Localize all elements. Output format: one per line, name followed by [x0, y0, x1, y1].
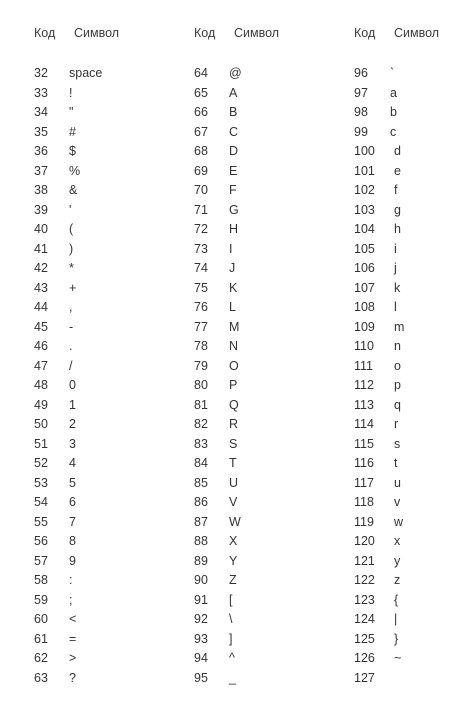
char-code: 75: [194, 280, 208, 295]
char-code: 54: [34, 495, 48, 509]
char-symbol: ': [69, 202, 72, 217]
char-symbol: g: [394, 202, 401, 217]
char-code: 108: [354, 300, 375, 314]
char-symbol: 5: [69, 475, 76, 490]
char-code: 101: [354, 163, 375, 178]
char-symbol: U: [229, 475, 239, 490]
char-symbol: R: [229, 417, 239, 431]
char-symbol: {: [394, 592, 399, 607]
char-symbol: /: [69, 358, 73, 373]
char-symbol: |: [394, 612, 398, 626]
char-symbol: A: [229, 85, 238, 100]
char-code: 63: [34, 670, 48, 685]
char-symbol: ]: [229, 631, 233, 646]
char-code: 82: [194, 417, 208, 431]
char-symbol: ": [69, 105, 74, 119]
char-code: 52: [34, 456, 48, 470]
char-symbol: I: [229, 241, 233, 256]
char-symbol: ;: [69, 592, 73, 607]
char-code: 49: [34, 397, 48, 412]
char-symbol: b: [390, 105, 397, 119]
char-symbol: 7: [69, 514, 76, 529]
char-symbol: W: [229, 514, 241, 529]
char-symbol: w: [394, 514, 404, 529]
char-symbol: H: [229, 222, 239, 236]
char-symbol: ?: [69, 670, 76, 685]
char-symbol: f: [394, 183, 398, 197]
char-symbol: P: [229, 378, 238, 392]
char-symbol: D: [229, 144, 239, 158]
char-code: 48: [34, 378, 48, 392]
char-code: 89: [194, 553, 208, 568]
char-code: 70: [194, 183, 208, 197]
char-code: 53: [34, 475, 48, 490]
char-code: 119: [354, 514, 374, 529]
char-code: 37: [34, 163, 48, 178]
char-code: 51: [34, 436, 48, 451]
char-symbol: t: [394, 456, 398, 470]
char-code: 113: [354, 397, 374, 412]
char-symbol: Q: [229, 397, 239, 412]
char-code: 47: [34, 358, 48, 373]
char-code: 67: [194, 124, 208, 139]
char-code: 44: [34, 300, 48, 314]
char-symbol: q: [394, 397, 401, 412]
char-symbol: j: [394, 261, 397, 275]
char-symbol: !: [69, 85, 73, 100]
char-symbol: >: [69, 651, 77, 665]
char-code: 95: [194, 670, 208, 685]
char-symbol: x: [394, 534, 401, 548]
char-code: 61: [34, 631, 48, 646]
char-code: 56: [34, 534, 48, 548]
char-code: 107: [354, 280, 375, 295]
char-symbol: #: [69, 124, 76, 139]
char-code: 116: [354, 456, 374, 470]
char-code: 34: [34, 105, 48, 119]
char-symbol: S: [229, 436, 238, 451]
char-code: 104: [354, 222, 375, 236]
char-symbol: @: [229, 66, 242, 80]
char-symbol: *: [69, 261, 74, 275]
char-symbol: p: [394, 378, 401, 392]
char-symbol: (: [69, 222, 74, 236]
char-symbol: &: [69, 183, 78, 197]
char-code: 69: [194, 163, 208, 178]
char-code: 50: [34, 417, 48, 431]
char-symbol: _: [229, 670, 236, 685]
char-symbol: Y: [229, 553, 238, 568]
char-symbol: 0: [69, 378, 76, 392]
char-symbol: s: [394, 436, 401, 451]
char-symbol: }: [394, 631, 399, 646]
char-symbol: 2: [69, 417, 76, 431]
char-code: 43: [34, 280, 48, 295]
char-symbol: O: [229, 358, 239, 373]
char-symbol: G: [229, 202, 239, 217]
char-symbol: n: [394, 339, 401, 353]
char-code: 92: [194, 612, 208, 626]
char-symbol: ): [69, 241, 74, 256]
char-code: 121: [354, 553, 375, 568]
char-code: 112: [354, 378, 374, 392]
char-code: 74: [194, 261, 208, 275]
char-symbol: ~: [394, 651, 402, 665]
char-symbol: z: [394, 573, 401, 587]
char-code: 79: [194, 358, 208, 373]
char-symbol: l: [394, 300, 397, 314]
char-symbol: [: [229, 592, 233, 607]
char-symbol: ,: [69, 300, 73, 314]
header-symbol: Символ: [394, 26, 440, 40]
char-code: 32: [34, 66, 48, 80]
char-symbol: $: [69, 144, 76, 158]
char-code: 36: [34, 144, 48, 158]
char-symbol: space: [69, 66, 103, 80]
char-symbol: B: [229, 105, 238, 119]
char-symbol: h: [394, 222, 401, 236]
char-code: 90: [194, 573, 208, 587]
char-symbol: y: [394, 553, 401, 568]
char-code: 62: [34, 651, 48, 665]
char-code: 105: [354, 241, 375, 256]
char-code: 91: [194, 592, 208, 607]
char-code: 73: [194, 241, 208, 256]
char-symbol: 4: [69, 456, 76, 470]
char-code: 40: [34, 222, 48, 236]
char-code: 78: [194, 339, 208, 353]
char-code: 125: [354, 631, 375, 646]
char-code: 65: [194, 85, 208, 100]
char-code: 85: [194, 475, 208, 490]
char-symbol: m: [394, 319, 405, 334]
char-code: 68: [194, 144, 208, 158]
char-code: 102: [354, 183, 375, 197]
char-code: 94: [194, 651, 208, 665]
char-symbol: :: [69, 573, 73, 587]
char-code: 57: [34, 553, 48, 568]
char-symbol: e: [394, 163, 401, 178]
char-code: 35: [34, 124, 48, 139]
char-symbol: E: [229, 163, 238, 178]
char-code: 64: [194, 66, 208, 80]
char-code: 117: [354, 475, 374, 490]
char-code: 127: [354, 670, 375, 685]
char-code: 39: [34, 202, 48, 217]
char-code: 59: [34, 592, 48, 607]
header-symbol: Символ: [74, 26, 120, 40]
char-symbol: V: [229, 495, 238, 509]
char-code: 83: [194, 436, 208, 451]
header-code: Код: [34, 26, 56, 40]
char-code: 80: [194, 378, 208, 392]
char-code: 81: [194, 397, 208, 412]
header-symbol: Символ: [234, 26, 280, 40]
char-code: 93: [194, 631, 208, 646]
char-code: 99: [354, 124, 368, 139]
char-symbol: F: [229, 183, 237, 197]
char-symbol: c: [390, 124, 397, 139]
char-symbol: d: [394, 144, 401, 158]
char-code: 38: [34, 183, 48, 197]
char-symbol: -: [69, 319, 74, 334]
char-code: 106: [354, 261, 375, 275]
char-code: 42: [34, 261, 48, 275]
char-symbol: <: [69, 612, 77, 626]
char-symbol: 6: [69, 495, 76, 509]
char-symbol: M: [229, 319, 240, 334]
header-code: Код: [354, 26, 376, 40]
char-symbol: o: [394, 358, 401, 373]
header-code: Код: [194, 26, 216, 40]
char-symbol: X: [229, 534, 238, 548]
char-symbol: 3: [69, 436, 76, 451]
char-symbol: +: [69, 280, 77, 295]
char-symbol: J: [229, 261, 236, 275]
char-code: 110: [354, 339, 374, 353]
char-code: 120: [354, 534, 375, 548]
char-code: 118: [354, 495, 374, 509]
char-code: 126: [354, 651, 375, 665]
char-code: 60: [34, 612, 48, 626]
char-symbol: a: [390, 85, 397, 100]
char-code: 55: [34, 514, 48, 529]
char-code: 45: [34, 319, 48, 334]
char-code: 84: [194, 456, 208, 470]
char-symbol: T: [229, 456, 237, 470]
char-code: 77: [194, 319, 208, 334]
char-code: 71: [194, 202, 208, 217]
char-code: 97: [354, 85, 368, 100]
char-code: 103: [354, 202, 375, 217]
char-symbol: C: [229, 124, 239, 139]
char-symbol: Z: [229, 573, 237, 587]
char-symbol: .: [69, 339, 73, 353]
char-code: 109: [354, 319, 375, 334]
char-code: 72: [194, 222, 208, 236]
char-code: 124: [354, 612, 375, 626]
char-symbol: L: [229, 300, 236, 314]
char-code: 88: [194, 534, 208, 548]
char-code: 76: [194, 300, 208, 314]
char-code: 66: [194, 105, 208, 119]
char-symbol: i: [394, 241, 397, 256]
char-code: 87: [194, 514, 208, 529]
char-code: 100: [354, 144, 375, 158]
char-code: 98: [354, 105, 368, 119]
char-code: 46: [34, 339, 48, 353]
char-symbol: k: [394, 280, 401, 295]
char-code: 114: [354, 417, 374, 431]
char-symbol: 1: [69, 397, 76, 412]
char-code: 86: [194, 495, 208, 509]
char-code: 115: [354, 436, 374, 451]
char-symbol: 8: [69, 534, 76, 548]
char-code: 122: [354, 573, 375, 587]
char-symbol: %: [69, 163, 81, 178]
char-code: 96: [354, 66, 368, 80]
char-code: 58: [34, 573, 48, 587]
char-symbol: \: [229, 612, 233, 626]
char-symbol: K: [229, 280, 238, 295]
char-symbol: u: [394, 475, 401, 490]
char-symbol: =: [69, 631, 77, 646]
char-symbol: ^: [229, 651, 235, 665]
char-symbol: 9: [69, 553, 76, 568]
char-code: 111: [354, 358, 374, 373]
char-code: 33: [34, 85, 48, 100]
char-symbol: r: [394, 417, 399, 431]
char-symbol: v: [394, 495, 401, 509]
char-code: 41: [34, 241, 48, 256]
char-symbol: N: [229, 339, 239, 353]
char-code: 123: [354, 592, 375, 607]
char-symbol: `: [390, 66, 395, 80]
